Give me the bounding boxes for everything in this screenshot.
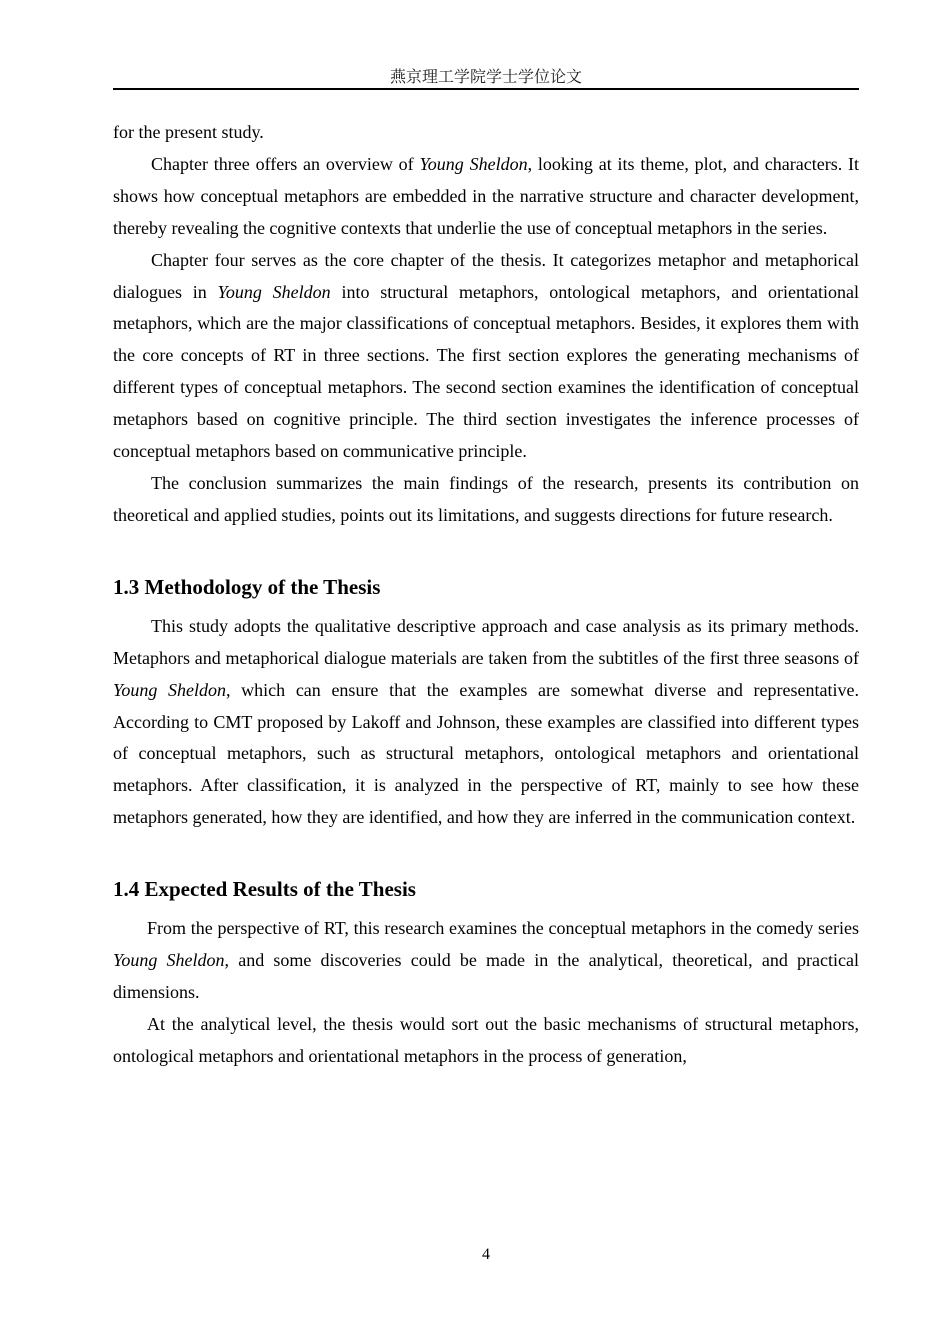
page-number: 4: [482, 1246, 490, 1263]
header-rule: [113, 88, 859, 90]
paragraph: [113, 1009, 859, 1073]
spacer: [113, 834, 859, 874]
paragraph-text: Chapter four serves as the core chapter of the thesis. It categorizes metaphor and metaphorical dialogues in: [113, 249, 859, 302]
paragraph-text: for the present study.: [113, 122, 264, 142]
italic-title: Young Sheldon: [419, 153, 528, 174]
paragraph-text: This study adopts the qualitative descriptive approach and case analysis as its primary methods. Metaphors and metaphorical dialogue materials are taken from the subtitles of the first three seasons of: [113, 615, 859, 668]
paragraph: [113, 913, 859, 1009]
italic-title: Young Sheldon: [113, 950, 225, 971]
spacer: [113, 602, 859, 611]
paragraph-text: The conclusion summarizes the main findings of the research, presents its contribution on theoretical and applied studies, points out its limitations, and suggests directions for future research.: [113, 472, 859, 525]
paragraph-text: , which can ensure that the examples are somewhat diverse and representative. According to CMT proposed by Lakoff and Johnson, these examples are classified into different types of conceptual metaphors, such as structural metaphors, ontological metaphors and orientational metaphors. After classification, it is analyzed in the perspective of RT, mainly to see how these metaphors generated, how they are identified, and how they are inferred in the communication context.: [113, 679, 859, 828]
spacer: [113, 904, 859, 913]
running-header: 燕京理工学院学士学位论文: [389, 67, 582, 86]
body-text: [113, 117, 859, 1073]
paragraph-text: At the analytical level, the thesis would sort out the basic mechanisms of structural metaphors, ontological metaphors and orientational metaphors in the process of generation,: [113, 1013, 859, 1066]
paragraph: [113, 611, 859, 834]
paragraph-text: , looking at its theme, plot, and characters. It shows how conceptual metaphors are embedded in the narrative structure and character development, thereby revealing the cognitive contexts that underlie the use of conceptual metaphors in the series.: [113, 153, 860, 238]
italic-title: Young Sheldon: [217, 281, 331, 302]
paragraph-text: , and some discoveries could be made in the analytical, theoretical, and practical dimensions.: [113, 950, 859, 1002]
italic-title: Young Sheldon: [113, 679, 227, 700]
section-heading-1-4: 1.4 Expected Results of the Thesis: [113, 877, 416, 902]
paragraph: [113, 117, 859, 149]
paragraph: [113, 245, 859, 468]
paragraph-text: From the perspective of RT, this research examines the conceptual metaphors in the comedy series: [147, 918, 859, 939]
paragraph-text: into structural metaphors, ontological metaphors, and orientational metaphors, which are the major classifications of conceptual metaphors. Besides, it explores them with the core concepts of RT in three sections. The first section explores the generating mechanisms of different types of conceptual metaphors. The second section examines the identification of conceptual metaphors based on cognitive principle. The third section investigates the inference processes of conceptual metaphors based on communicative principle.: [113, 281, 859, 462]
section-heading-1-3: 1.3 Methodology of the Thesis: [113, 574, 381, 599]
paragraph: [113, 149, 859, 245]
paragraph-text: Chapter three offers an overview of: [151, 153, 420, 174]
spacer: [113, 532, 859, 572]
paragraph: [113, 468, 859, 532]
